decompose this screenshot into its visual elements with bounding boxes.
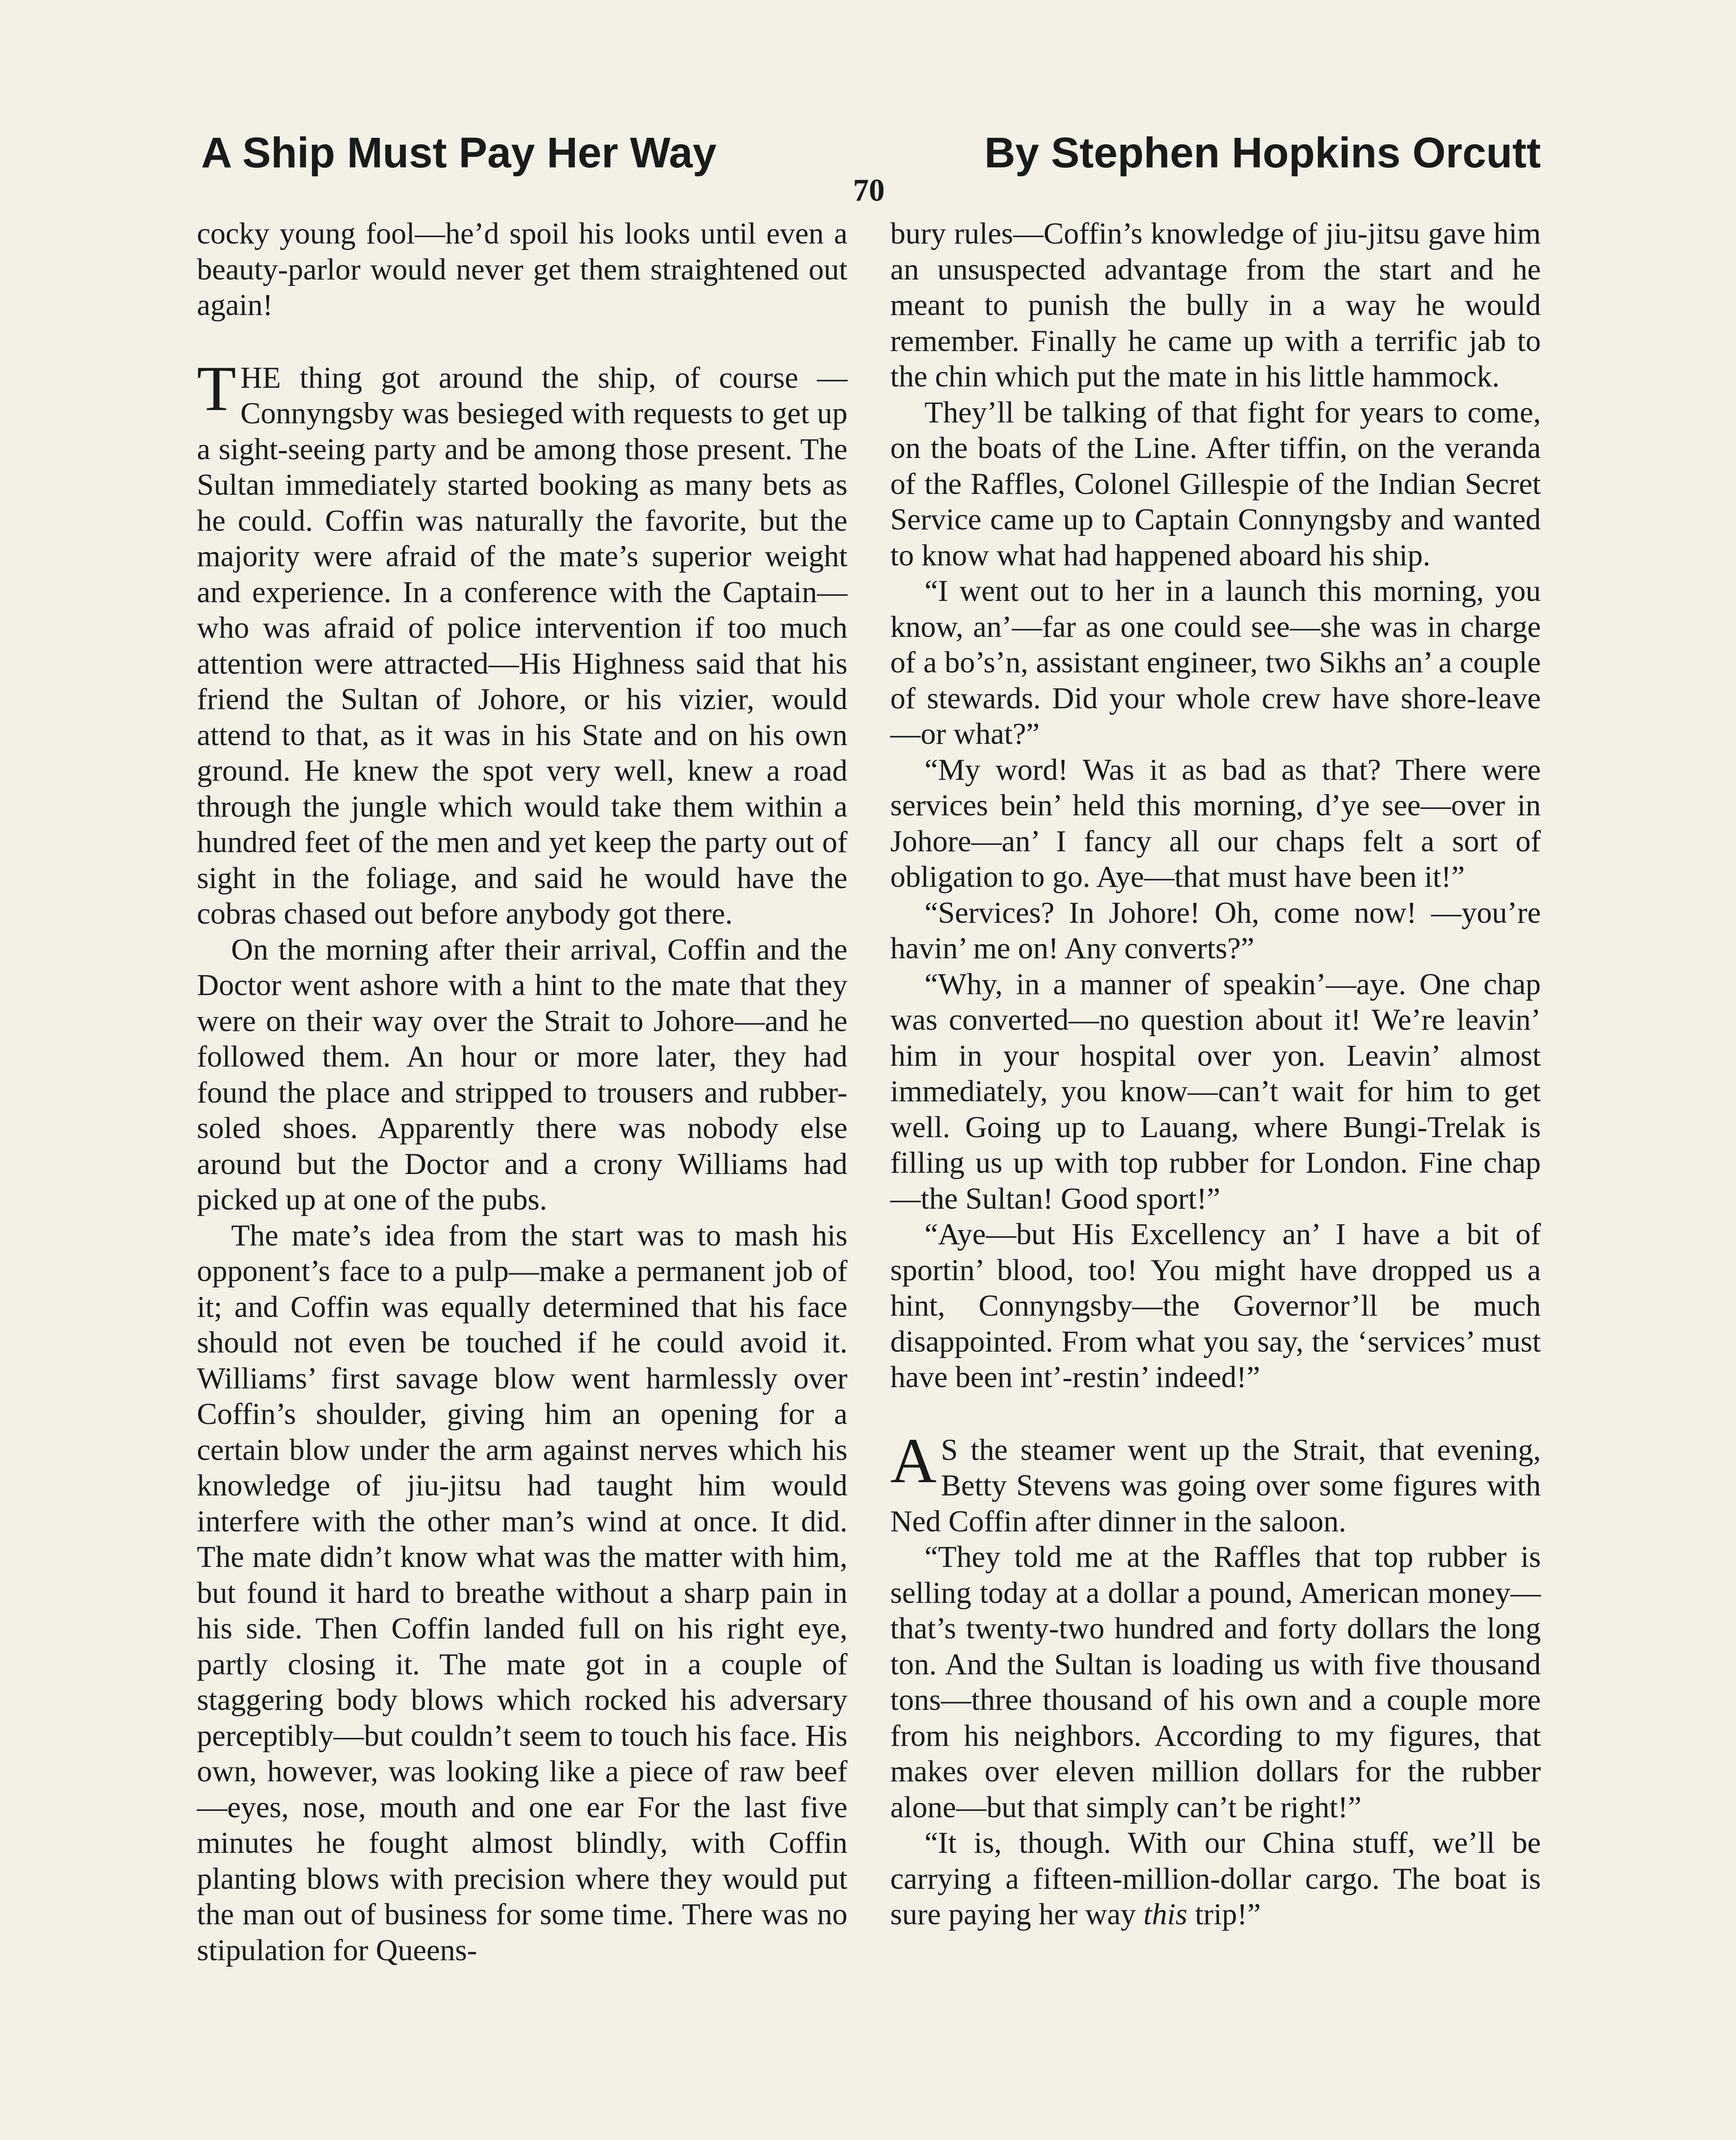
paragraph <box>890 1825 1541 1933</box>
paragraph-text: HE thing got around the ship, of course —Connyngsby was besieged with requests to get up a sight-seeing party and be among those present. The Sultan immediately started booking as many bets as he could. Coffin was naturally the favorite, but the majority were afraid of the mate’s superior weight and experience. In a conference with the Captain—who was afraid of police intervention if too much attention were attracted—His Highness said that his friend the Sultan of Johore, or his vizier, would attend to that, as it was in his State and on his own ground. He knew the spot very well, knew a road through the jungle which would take them within a hundred feet of the men and yet keep the party out of sight in the foliage, and said he would have the cobras chased out before anybody got there. <box>197 361 847 930</box>
right-column <box>890 216 1541 1933</box>
drop-cap: T <box>197 353 236 424</box>
page-number: 70 <box>853 173 885 208</box>
paragraph-text: trip!” <box>1187 1898 1261 1931</box>
paragraph: “My word! Was it as bad as that? There were services bein’ held this morning, d’ye see—over in Johore—an’ I fancy all our chaps felt a sort of obligation to go. Aye—that must have been it!” <box>890 753 1541 894</box>
paragraph: cocky young fool—he’d spoil his looks until even a beauty-parlor would never get them straightened out again! <box>197 217 847 322</box>
paragraph: On the morning after their arrival, Coffin and the Doctor went ashore with a hint to the mate that they were on their way over the Strait to Johore—and he followed them. An hour or more later, they had found the place and stripped to trousers and rubber-soled shoes. Apparently there was nobody else around but the Doctor and a crony Williams had picked up at one of the pubs. <box>197 933 847 1216</box>
paragraph: “I went out to her in a launch this morning, you know, an’—far as one could see—she was in charge of a bo’s’n, assistant engineer, two Sikhs an’ a couple of stewards. Did your whole crew have shore-leave—or what?” <box>890 574 1541 751</box>
paragraph: They’ll be talking of that fight for years to come, on the boats of the Line. After tiffin, on the veranda of the Raffles, Colonel Gillespie of the Indian Secret Service came up to Captain Connyngsby and wanted to know what had happened aboard his ship. <box>890 395 1541 572</box>
emphasis-text: this <box>1143 1898 1188 1931</box>
left-column <box>197 216 847 1968</box>
drop-cap: A <box>890 1425 937 1496</box>
author-byline: By Stephen Hopkins Orcutt <box>984 129 1541 177</box>
paragraph: “Aye—but His Excellency an’ I have a bit of sportin’ blood, too! You might have dropped us a hint, Connyngsby—the Governor’ll be much disappointed. From what you say, the ‘services’ must have been int’-restin’ indeed!” <box>890 1218 1541 1394</box>
paragraph: “Why, in a manner of speakin’—aye. One chap was converted—no question about it! We’re leavin’ him in your hospital over yon. Leavin’ almost immediately, you know—can’t wait for him to get well. Going up to Lauang, where Bungi-Trelak is filling us up with top rubber for London. Fine chap—the Sultan! Good sport!” <box>890 967 1541 1216</box>
paragraph-text: “It is, though. With our China stuff, we’ll be carrying a fifteen-million-dollar cargo. The boat is sure paying her way <box>890 1826 1541 1931</box>
paragraph-with-dropcap <box>197 353 847 932</box>
paragraph-text: S the steamer went up the Strait, that evening, Betty Stevens was going over some figures with Ned Coffin after dinner in the saloon. <box>890 1433 1541 1538</box>
paragraph: The mate’s idea from the start was to mash his opponent’s face to a pulp—make a permanent job of it; and Coffin was equally determined that his face should not even be touched if he could avoid it. Williams’ first savage blow went harmlessly over Coffin’s shoulder, giving him an opening for a certain blow under the arm against nerves which his knowledge of jiu-jitsu had taught him would interfere with the other man’s wind at once. It did. The mate didn’t know what was the matter with him, but found it hard to breathe without a sharp pain in his side. Then Coffin landed full on his right eye, partly closing it. The mate got in a couple of staggering body blows which rocked his adversary perceptibly—but couldn’t seem to touch his face. His own, however, was looking like a piece of raw beef—eyes, nose, mouth and one ear For the last five minutes he fought almost blindly, with Coffin planting blows with precision where they would put the man out of business for some time. There was no stipulation for Queens- <box>197 1219 847 1967</box>
paragraph-with-dropcap <box>890 1425 1541 1540</box>
paragraph: bury rules—Coffin’s knowledge of jiu-jitsu gave him an unsuspected advantage from the start and he meant to punish the bully in a way he would remember. Finally he came up with a terrific jab to the chin which put the mate in his little hammock. <box>890 217 1541 393</box>
story-title: A Ship Must Pay Her Way <box>201 129 716 177</box>
paragraph: “Services? In Johore! Oh, come now! —you’re havin’ me on! Any converts?” <box>890 896 1541 965</box>
paragraph: “They told me at the Raffles that top rubber is selling today at a dollar a pound, American money—that’s twenty-two hundred and forty dollars the long ton. And the Sultan is loading us with five thousand tons—three thousand of his own and a couple more from his neighbors. According to my figures, that makes over eleven million dollars for the rubber alone—but that simply can’t be right!” <box>890 1540 1541 1824</box>
